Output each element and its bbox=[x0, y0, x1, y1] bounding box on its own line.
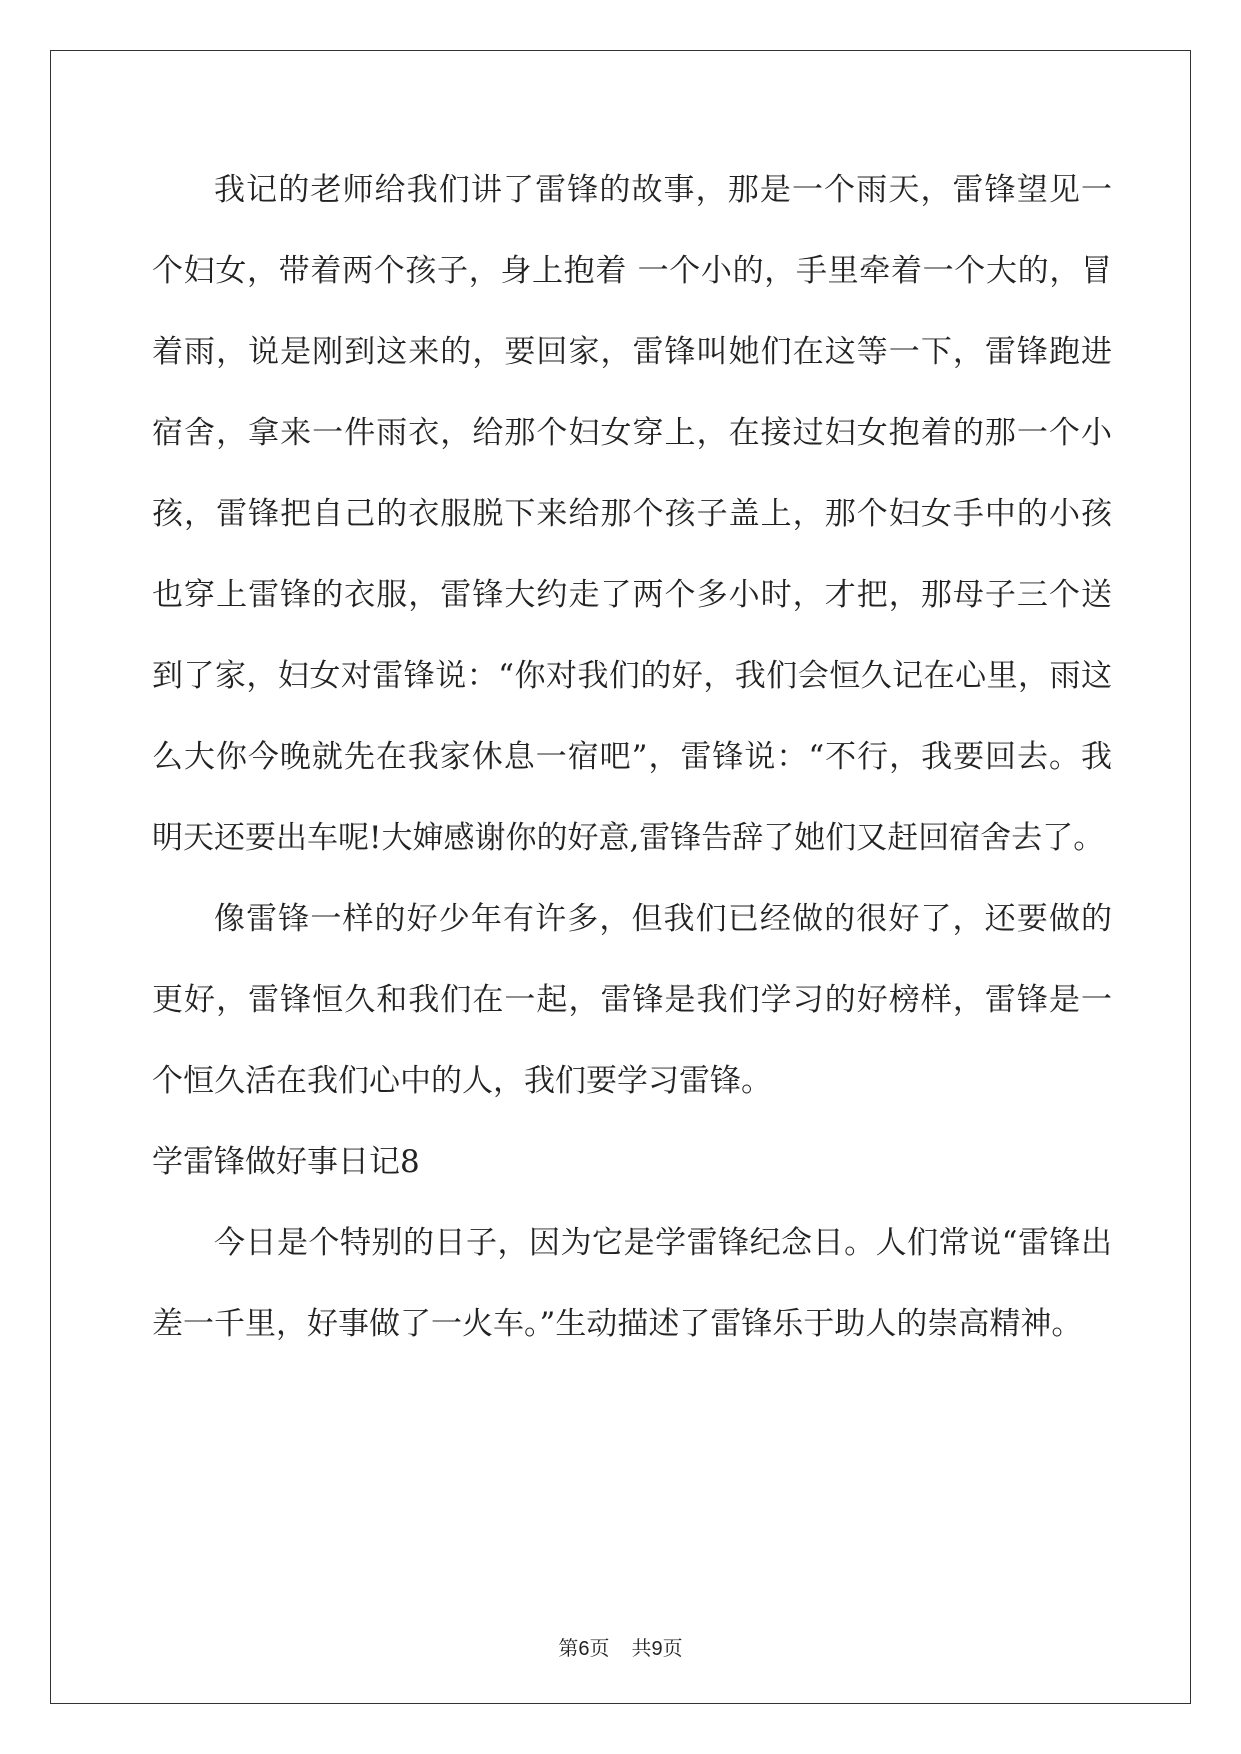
footer-total-suffix: 页 bbox=[662, 1636, 683, 1660]
paragraph-3: 今日是个特别的日子，因为它是学雷锋纪念日。人们常说“雷锋出差一千里，好事做了一火车。”生动描述了雷锋乐于助人的崇高精神。 bbox=[152, 1225, 1112, 1342]
footer-page-number: 6 bbox=[578, 1638, 590, 1660]
footer-total-prefix: 共 bbox=[631, 1636, 652, 1660]
footer-prefix: 第 bbox=[558, 1636, 579, 1660]
section-heading: 学雷锋做好事日记8 bbox=[152, 1144, 420, 1180]
paragraph-2: 像雷锋一样的好少年有许多，但我们已经做的很好了，还要做的更好，雷锋恒久和我们在一起，雷锋是我们学习的好榜样，雷锋是一个恒久活在我们心中的人，我们要学习雷锋。 bbox=[152, 901, 1112, 1099]
footer-page-suffix: 页 bbox=[589, 1636, 610, 1660]
document-body bbox=[152, 150, 1112, 1365]
footer-total-pages: 9 bbox=[651, 1638, 663, 1660]
page-footer bbox=[0, 1632, 1241, 1661]
paragraph-1: 我记的老师给我们讲了雷锋的故事，那是一个雨天，雷锋望见一个妇女，带着两个孩子，身上抱着 一个小的，手里牵着一个大的，冒着雨，说是刚到这来的，要回家，雷锋叫她们在这等一下，雷锋跑进宿舍，拿来一件雨衣，给那个妇女穿上，在接过妇女抱着的那一个小孩，雷锋把自己的衣服脱下来给那个孩子盖上，那个妇女手中的小孩也穿上雷锋的衣服，雷锋大约走了两个多小时，才把，那母子三个送到了家，妇女对雷锋说：“你对我们的好，我们会恒久记在心里，雨这么大你今晚就先在我家休息一宿吧”，雷锋说：“不行，我要回去。我明天还要出车呢!大婶感谢你的好意,雷锋告辞了她们又赶回宿舍去了。 bbox=[152, 172, 1112, 856]
